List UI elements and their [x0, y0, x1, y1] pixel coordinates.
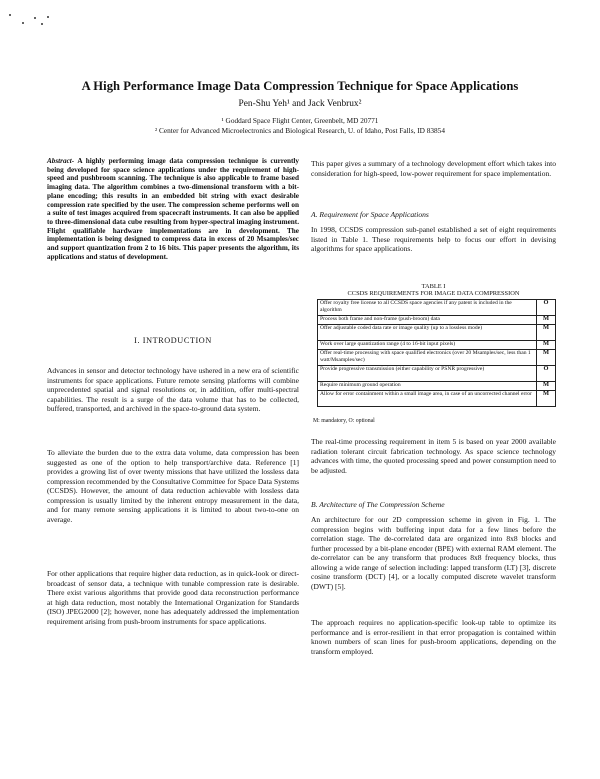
table-row	[318, 341, 556, 350]
realtime-paragraph	[311, 437, 556, 475]
table-row	[318, 366, 556, 382]
section-heading-b: B. Architecture of The Compression Scheme	[311, 500, 445, 509]
paragraph: In 1998, CCSDS compression sub-panel established a set of eight requirements listed in Table 1. These requirements help to focus our effort in devising algorithms for space applications.	[311, 225, 556, 254]
scan-speck	[22, 22, 24, 24]
table-note: M: mandatory, O: optional	[313, 418, 375, 424]
section-b-paragraph-1	[311, 515, 556, 591]
section-b-paragraph-2	[311, 618, 556, 656]
requirements-table	[317, 299, 556, 407]
abstract-label: Abstract-	[47, 157, 75, 165]
table-cell-flag: M	[537, 325, 556, 341]
table-cell-flag: M	[537, 341, 556, 350]
paragraph: To alleviate the burden due to the extra data volume, data compression has been suggested as one of the option to help transport/archive data. Reference [1] provides a growing list of over twenty missions that have utilized the lossless data compression recommended by the Consultative Committee for Space Data Systems (CCSDS). However, the amount of data reduction achievable with lossless data compression is usually limited by the inherent entropy measurement in the data, and for many remote sensing applications it is limited to about two-to-one on average.	[47, 448, 299, 524]
paragraph: The approach requires no application-specific look-up table to optimize its performance and is error-resilient in that error propagation is contained within known numbers of scan lines for push-broom applications, depending on the transform employed.	[311, 618, 556, 656]
right-intro-paragraph	[311, 159, 556, 178]
section-a-paragraph	[311, 225, 556, 254]
table-cell-flag: M	[537, 350, 556, 366]
table-cell-flag: O	[537, 300, 556, 316]
paragraph: An architecture for our 2D compression scheme in given in Fig. 1. The compression begins with buffering input data for a few lines before the correlation stage. The de-correlated data are organized into 8x8 blocks and further processed by a bit-plane encoder (BPE) with external RAM element. The de-correlator can be any transform that produces 8x8 frequency blocks, thus allowing a wide range of selection including: lapped transform (LT) [3], discrete cosine transform (DCT) [4], or a locally computed discrete wavelet transform (DWT) [5].	[311, 515, 556, 591]
table-cell-requirement: Require minimum ground operation	[318, 382, 537, 391]
table-cell-requirement: Provide progressive transmission (either capability or PSNR progressive)	[318, 366, 537, 382]
table-row	[318, 391, 556, 407]
table-caption: CCSDS REQUIREMENTS FOR IMAGE DATA COMPRESSION	[347, 290, 520, 297]
intro-paragraph-1	[47, 366, 299, 414]
paragraph: For other applications that require higher data reduction, as in quick-look or direct-broadcast of sensor data, a technique with tunable compression rate is desirable. There exist various algorithms that provide good data reconstruction performance at high data reduction, most notably the International Organization for Standards (ISO) JPEG2000 [2]; however, none has adequately addressed the implementation requirement arising from push-broom instruments for space applications.	[47, 569, 299, 626]
paper-authors: Pen-Shu Yeh¹ and Jack Venbrux²	[238, 99, 362, 109]
paragraph: The real-time processing requirement in item 5 is based on year 2000 available radiation tolerant circuit fabrication technology. As space science technology advances with time, the quoted processing speed and power consumption need to be adjusted.	[311, 437, 556, 475]
table-cell-requirement: Process both frame and non-frame (push-broom) data	[318, 316, 537, 325]
affiliation-1: ¹ Goddard Space Flight Center, Greenbelt, MD 20771	[221, 116, 379, 125]
table-cell-flag: M	[537, 391, 556, 407]
table-row	[318, 325, 556, 341]
table-cell-flag: O	[537, 366, 556, 382]
paragraph: This paper gives a summary of a technology development effort which takes into consideration for high-speed, low-power requirement for space implementation.	[311, 159, 556, 178]
intro-paragraph-3	[47, 569, 299, 626]
table-cell-requirement: Offer adjustable coded data rate or image quality (up to a lossless mode)	[318, 325, 537, 341]
section-heading-introduction: I. INTRODUCTION	[134, 336, 212, 345]
table-row	[318, 350, 556, 366]
scan-speck	[41, 23, 43, 25]
table-cell-flag: M	[537, 382, 556, 391]
table-cell-requirement: Offer real-time processing with space qualified electronics (over 20 Msamples/sec, less than 1 watt/Msamples/sec)	[318, 350, 537, 366]
table-row	[318, 316, 556, 325]
affiliation-2: ² Center for Advanced Microelectronics and Biological Research, U. of Idaho, Post Falls, ID 83854	[155, 126, 445, 135]
scan-speck	[9, 14, 11, 16]
section-heading-a: A. Requirement for Space Applications	[311, 210, 429, 219]
paper-title: A High Performance Image Data Compression Technique for Space Applications	[81, 79, 519, 93]
paragraph: Advances in sensor and detector technology have ushered in a new era of scientific instruments for space applications. Future remote sensing platforms will combine unprecedented spatial and signal resolutions or, in addition, offer multi-spectral capabilities. The result is a surge of the data volume that has to be collected, buffered, transported, and archived in the space-to-ground data system.	[47, 366, 299, 414]
scan-speck	[34, 17, 36, 19]
table-cell-flag: M	[537, 316, 556, 325]
abstract-text: A highly performing image data compression technique is currently being developed for space science applications under the requirement of high-speed and pushbroom scanning. The technique is also applicable to frame based imaging data. The algorithm combines a two-dimensional transform with a bit-plane encoding; this results in an embedded bit string with exact desirable compression rate specified by the user. The compression scheme performs well on a suite of test images acquired from spacecraft instruments. It can also be applied to three-dimensional data cube resulting from hyper-spectral imaging instrument. Flight qualifiable hardware implementations are in development. The implementation is being designed to compress data in excess of 20 Msamples/sec and support quantization from 2 to 16 bits. This paper presents the algorithm, its applications and status of development.	[47, 157, 299, 261]
table-cell-requirement: Offer royalty free license to all CCSDS space agencies if any patent is included in the algorithm	[318, 300, 537, 316]
table-row	[318, 300, 556, 316]
table-cell-requirement: Work over large quantization range (4 to 16-bit input pixels)	[318, 341, 537, 350]
table-row	[318, 382, 556, 391]
abstract	[47, 157, 299, 261]
intro-paragraph-2	[47, 448, 299, 524]
scan-speck	[47, 16, 49, 18]
table-cell-requirement: Allow for error containment within a small image area, in case of an uncorrected channel error	[318, 391, 537, 407]
table-label: TABLE I	[421, 283, 446, 290]
